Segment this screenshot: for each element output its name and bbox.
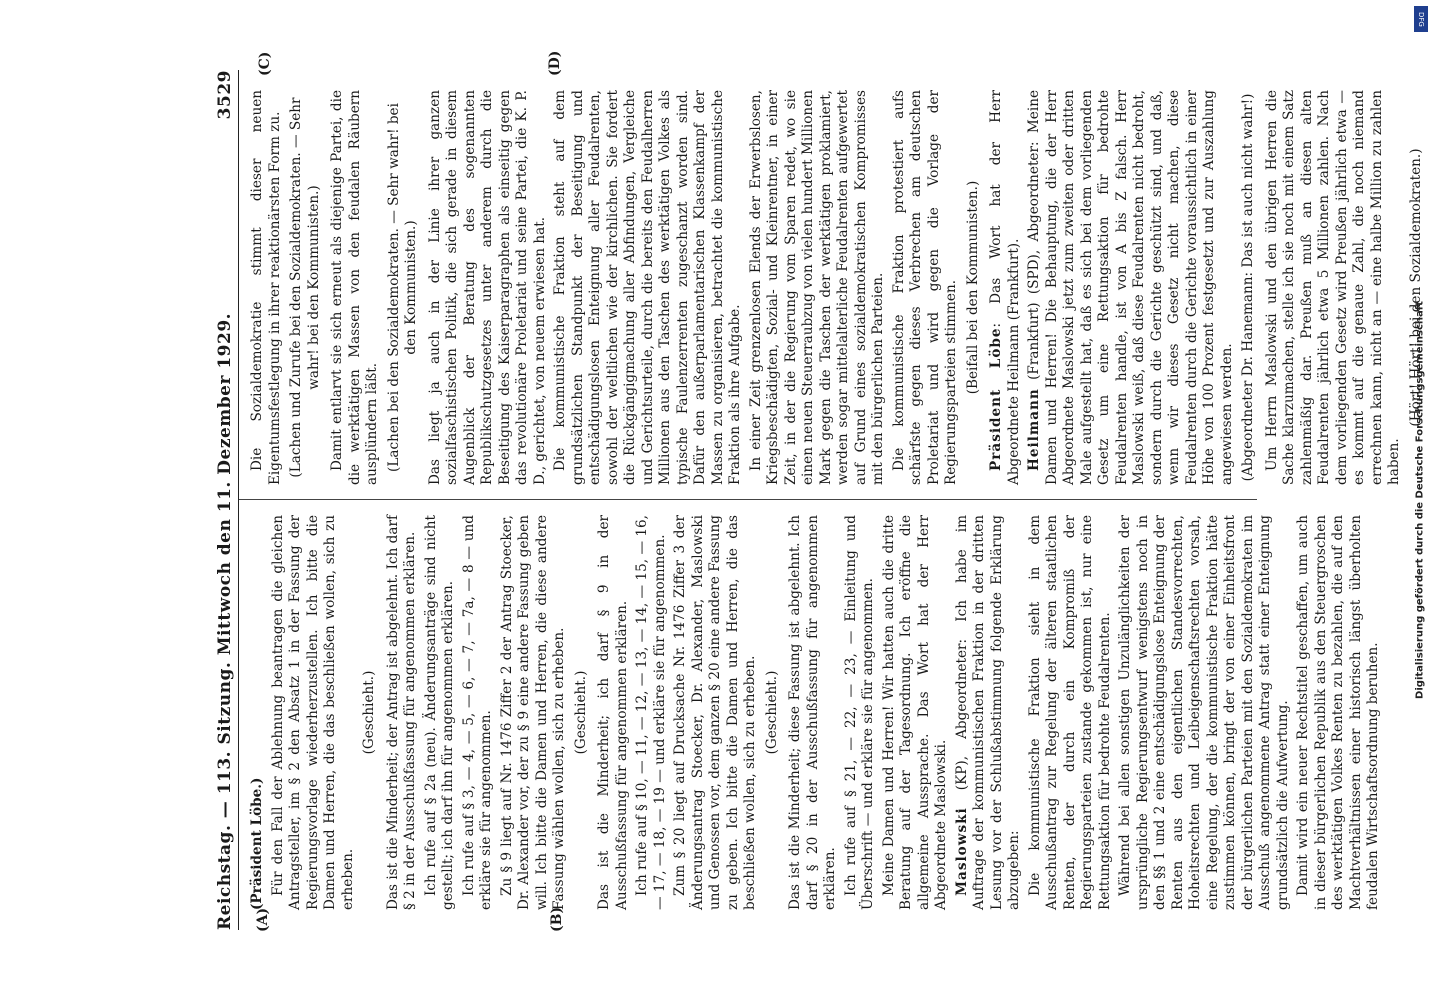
paragraph: Das ist die Minderheit; der Antrag ist abgelehnt. Ich darf § 2 in der Ausschußfassung für angenommen erklären. — [384, 515, 418, 910]
interjection: (Geschieht.) — [763, 670, 780, 755]
paragraph: Um Herrn Maslowski und den übrigen Herren die Sache klarzumachen, stelle ich sie noch mit einem Satz zahlenmäßig dar. Preußen muß an diesen alten Feudalrenten jährlich etwa 5 Millionen zahlen. Nach dem vorliegenden Gesetz wird Preußen jährlich etwa — es kommt auf die genaue Zahl, die noch niemand errechnen kann, nicht an — eine halbe Million zu zahlen haben. — [1263, 90, 1402, 485]
speech-paragraph — [954, 515, 1024, 910]
header-title: Reichstag. — 113. Sitzung. Mittwoch den 11. Dezember 1929. — [215, 312, 235, 930]
margin-marker-b: (B) — [549, 906, 565, 932]
paragraph: Die kommunistische Fraktion sieht in dem Ausschußantrag zur Regelung der älteren staatlichen Renten, der durch ein Kompromiß der Regierungsparteien zustande gekommen ist, nur eine Rettungsaktion für bedrohte Feudalrenten. — [1026, 515, 1113, 910]
paragraph: Damit entlarvt sie sich erneut als diejenige Partei, die die werktätigen Massen von den feudalen Räubern ausplündern läßt. — [329, 90, 380, 485]
column-divider — [239, 499, 1257, 500]
interjection: (Lachen und Zurufe bei den Sozialdemokraten. — Sehr wahr! bei den Kommunisten.) — [288, 97, 322, 478]
interjection: (Lachen bei den Sozialdemokraten. — Sehr wahr! bei den Kommunisten.) — [385, 103, 419, 472]
left-column — [249, 515, 1381, 910]
right-column — [249, 90, 1424, 485]
dfg-logo: DFG — [1414, 6, 1428, 32]
paragraph: Das ist die Minderheit; diese Fassung ist abgelehnt. Ich darf § 20 in der Ausschußfassung für angenommen erklären. — [787, 515, 838, 910]
speech-text: (KP), Abgeordneter: Ich habe im Auftrage der kommunistischen Fraktion in der dritten Lesung vor der Schlußabstimmung folgende Erklärung abzugeben: — [953, 515, 1022, 910]
paragraph: Das liegt ja auch in der Linie ihrer ganzen sozialfaschistischen Politik, die sich gerade in diesem Augenblick der Beratung des sogenannten Republikschutzgesetzes unter anderem durch die Beseitigung des Kaiserparagraphen als einseitig gegen das revolutionäre Proletariat und seine Partei, die K. P. D., gerichtet, von neuem erwiesen hat. — [426, 90, 548, 485]
paragraph: Zum § 20 liegt auf Drucksache Nr. 1476 Ziffer 3 der Änderungsantrag Stoecker, Dr. Alexander, Maslowski und Genossen vor, dem ganzen § 20 eine andere Fassung zu geben. Ich bitte die Damen und Herren, die das beschließen wollen, sich zu erheben. — [672, 515, 758, 910]
paragraph: Zu § 9 liegt auf Nr. 1476 Ziffer 2 der Antrag Stoecker, Dr. Alexander vor, der zu § 9 eine andere Fassung geben will. Ich bitte die Damen und Herren, die diese andere Fassung wählen wollen, sich zu erheben. — [498, 515, 567, 910]
paragraph: In einer Zeit grenzenlosen Elends der Erwerbslosen, Kriegsbeschädigten, Sozial- und Kleinrentner, in einer Zeit, in der die Regierung vom Sparen redet, wo sie einen neuen Steuerraubzug von vielen hundert Millionen Mark gegen die Taschen der werktätigen proklamiert, werden sogar mittelalterliche Feudalrenten aufgewertet auf Grund eines sozialdemokratischen Kompromisses mit den bürgerlichen Parteien. — [747, 90, 886, 485]
page-number: 3529 — [215, 70, 235, 120]
speaker-name: Präsident Löbe — [988, 327, 1004, 471]
margin-marker-a: (A) — [255, 907, 271, 932]
speaker-heading: (Präsident Löbe.) — [249, 777, 265, 910]
interjection: (Hört! Hört! bei den Sozialdemokraten.) — [1407, 148, 1424, 427]
speech-text: : Das Wort hat der Herr Abgeordnete Heilmann (Frankfurt). — [988, 90, 1022, 485]
page-header — [212, 70, 239, 930]
paragraph: Damit wird ein neuer Rechtstitel geschaffen, um auch in dieser bürgerlichen Republik aus den Steuergroschen des werktätigen Volkes Renten zu bezahlen, die auf den Machtverhältnissen einer historisch längst überholten feudalen Wirtschaftsordnung beruhen. — [1295, 515, 1381, 910]
interjection: (Beifall bei den Kommunisten.) — [964, 180, 981, 395]
speaker-name: Heilmann — [1026, 388, 1042, 471]
margin-marker-c: (C) — [257, 51, 273, 76]
paragraph: Die Sozialdemokratie stimmt dieser neuen Eigentumsfestlegung in ihrer reaktionärsten Form zu. — [249, 90, 283, 485]
funding-sidenote — [1407, 10, 1430, 990]
speech-paragraph — [988, 90, 1023, 485]
paragraph: Für den Fall der Ablehnung beantragen die gleichen Antragsteller, im § 2 den Absatz 1 in der Fassung der Regierungsvorlage wiederherzustellen. Ich bitte die Damen und Herren, die das beschließen wollen, sich zu erheben. — [269, 515, 356, 910]
speaker-name: Maslowski — [953, 807, 970, 896]
paragraph: Die kommunistische Fraktion steht auf dem grundsätzlichen Standpunkt der Beseitigung und entschädigungslosen Enteignung aller Feudalrenten, sowohl der weltlichen wie der kirchlichen. Sie fordert die Rückgängigmachung aller Abfindungen, Vergleiche und Gerichtsurteile, durch die bereits den Feudalherren Millionen aus den Taschen des werktätigen Volkes als typische Faulenzerrenten zugeschanzt worden sind. Dafür den außerparlamentarischen Klassenkampf der Massen zu organisieren, betrachtet die kommunistische Fraktion als ihre Aufgabe. — [552, 90, 743, 485]
paragraph: Meine Damen und Herren! Wir hatten auch die dritte Beratung auf der Tagesordnung. Ich eröffne die allgemeine Aussprache. Das Wort hat der Herr Abgeordnete Maslowski. — [880, 515, 949, 910]
interjection: (Geschieht.) — [572, 670, 589, 755]
funding-sidenote-text: Digitalisierung gefördert durch die Deutsche Forschungsgemeinschaft — [1414, 301, 1426, 699]
interjection: (Geschieht.) — [361, 670, 377, 755]
speech-paragraph — [1026, 90, 1236, 485]
paragraph: Die kommunistische Fraktion protestiert aufs schärfste gegen dieses Verbrechen am deutschen Proletariat und wird gegen die Vorlage der Regierungsparteien stimmen. — [890, 90, 959, 485]
margin-marker-d: (D) — [547, 50, 563, 76]
paragraph: Das ist die Minderheit; ich darf § 9 in der Ausschußfassung für angenommen erklären. — [596, 515, 630, 910]
paragraph: Ich rufe auf § 21, — 22, — 23, — Einleitung und Überschrift — und erkläre sie für angenommen. — [842, 515, 876, 910]
paragraph: Ich rufe auf § 3, — 4, — 5, — 6, — 7, — 7a, — 8 — und erkläre sie für angenommen. — [460, 515, 494, 910]
speech-text: (Frankfurt) (SPD), Abgeordneter: Meine Damen und Herren! Die Behauptung, die der Herr Abgeordnete Maslowski jetzt zum zweiten oder dritten Male aufgestellt hat, daß es sich bei dem vorliegenden Gesetz um eine Rettungsaktion für bedrohte Feudalrenten handle, ist von A bis Z falsch. Herr Maslowski weiß, daß diese Feudalrenten nicht bedroht, sondern durch die Gerichte geschützt sind, und daß, wenn wir dieses Gesetz nicht machen, diese Feudalrenten durch die Gerichte voraussichtlich in einer Höhe von 100 Prozent festgesetzt und zur Auszahlung angewiesen werden. — [1026, 90, 1235, 485]
interjection: (Abgeordneter Dr. Hanemann: Das ist auch nicht wahr!) — [1240, 93, 1256, 482]
paragraph: Ich rufe auf § 2a (neu). Änderungsanträge sind nicht gestellt; ich darf ihn für angenommen erklären. — [422, 515, 456, 910]
paragraph: Während bei allen sonstigen Unzulänglichkeiten der ursprüngliche Regierungsentwurf wenigstens noch in den §§ 1 und 2 eine entschädigungslose Enteignung der Renten aus den eigentlichen Standesvorrechten, Hoheitsrechten und Leibeigenschaftsrechten vorsah, eine Regelung, der die kommunistische Fraktion hätte zustimmen können, bringt der von einer Einheitsfront der bürgerlichen Parteien mit den Sozialdemokraten im Ausschuß angenommene Antrag statt einer Enteignung grundsätzlich die Aufwertung. — [1117, 515, 1291, 910]
paragraph: Ich rufe auf § 10, — 11, — 12, — 13, — 14, — 15, — 16, — 17, — 18, — 19 — und erkläre sie für angenommen. — [634, 515, 668, 910]
